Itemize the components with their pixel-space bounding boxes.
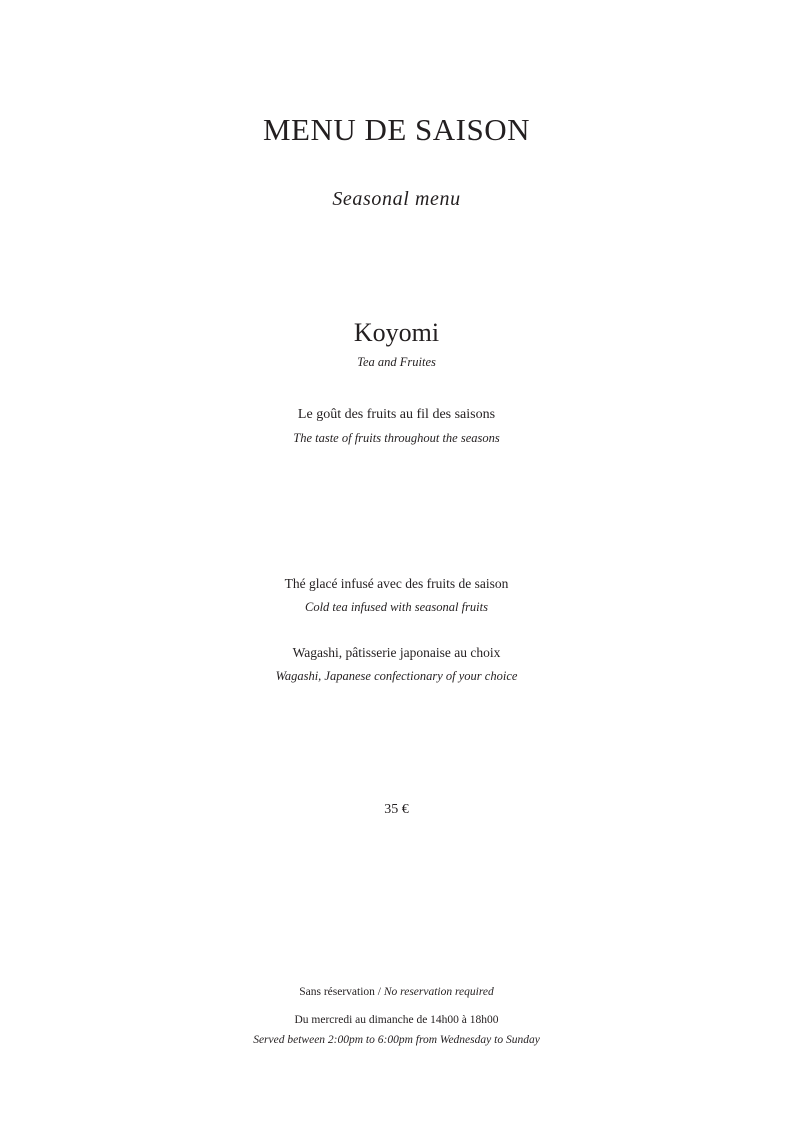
menu-item-fr: Thé glacé infusé avec des fruits de saison: [284, 576, 509, 591]
formula-name: Koyomi: [353, 318, 440, 347]
reservation-note-fr: Sans réservation /: [299, 986, 384, 998]
opening-hours-en: Served between 2:00pm to 6:00pm from Wednesday to Sunday: [253, 1034, 540, 1046]
menu-price: 35 €: [384, 802, 409, 817]
reservation-note: [0, 987, 793, 999]
formula-description-fr: Le goût des fruits au fil des saisons: [297, 407, 496, 422]
formula-subtitle: Tea and Fruites: [357, 355, 436, 369]
menu-item-en: Wagashi, Japanese confectionary of your choice: [275, 669, 518, 683]
menu-item-fr: Wagashi, pâtisserie japonaise au choix: [292, 645, 501, 660]
menu-item-en: Cold tea infused with seasonal fruits: [305, 600, 488, 614]
menu-subtitle: Seasonal menu: [332, 188, 461, 210]
opening-hours-fr: Du mercredi au dimanche de 14h00 à 18h00: [294, 1014, 499, 1026]
menu-title: MENU DE SAISON: [262, 112, 531, 147]
reservation-note-en: No reservation required: [383, 986, 494, 998]
formula-description-en: The taste of fruits throughout the seasons: [293, 431, 500, 445]
